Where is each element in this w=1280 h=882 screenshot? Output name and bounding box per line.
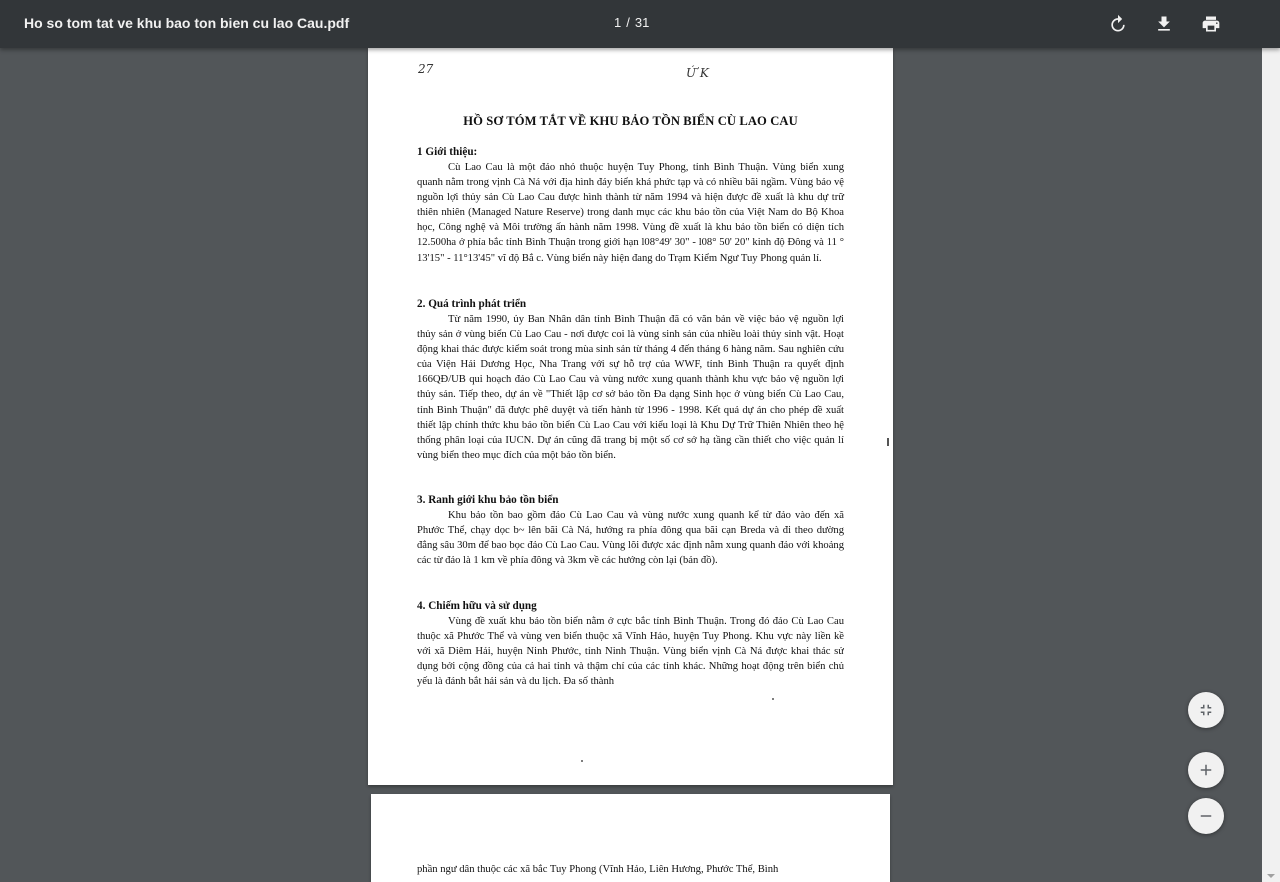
page2-text bbox=[417, 862, 844, 877]
vertical-scrollbar[interactable] bbox=[1262, 0, 1280, 882]
download-icon bbox=[1154, 14, 1174, 34]
section-heading: 3. Ranh giới khu bảo tồn biển bbox=[417, 494, 559, 506]
print-icon bbox=[1201, 14, 1221, 34]
pdf-page-2 bbox=[371, 794, 890, 882]
section-development bbox=[417, 297, 844, 463]
scan-speck bbox=[887, 438, 889, 446]
section-introduction bbox=[417, 145, 844, 266]
document-heading: HỒ SƠ TÓM TẮT VỀ KHU BẢO TỒN BIỂN CÙ LAO CAU bbox=[463, 114, 798, 128]
scan-speck bbox=[772, 698, 774, 700]
section-body: Khu bảo tồn bao gồm đảo Cù Lao Cau và vùng nước xung quanh kể từ đảo vào đến xã Phước Thể, chạy dọc b~ lên bãi Cà Ná, hướng ra phía đông qua bãi cạn Breda và đi theo dường đẳng sâu 30m để bao bọc đảo Cù Lao Cau. Vùng lõi được xác định nằm xung quanh đảo với khoảng các từ đảo là 1 km về phía đông và 3km về các hướng còn lại (bản đồ). bbox=[417, 510, 844, 567]
section-body: Từ năm 1990, ủy Ban Nhân dân tỉnh Bình Thuận đã có văn bản về việc bảo vệ nguồn lợi thủy sản ở vùng biển Cù Lao Cau - nơi được coi là vùng sinh sản của nhiều loài thủy sinh vật. Hoạt động khai thác được kiểm soát trong mùa sinh sản từ tháng 4 đến tháng 6 hàng năm. Sau nghiên cứu của Viện Hải Dương Học, Nha Trang với sự hỗ trợ của WWF, tỉnh Bình Thuận ra quyết định 166QĐ/UB qui hoạch đảo Cù Lao Cau và vùng nước xung quanh thành khu vực bảo vệ nguồn lợi thủy sản. Tiếp theo, dự án về "Thiết lập cơ sở bảo tồn Đa dạng Sinh học ở vùng biển Cù Lao Cau, tỉnh Bình Thuận" đã được phê duyệt và tiến hành từ 1996 - 1998. Kết quả dự án cho phép đề xuất thiết lập chính thức khu bảo tồn biển Cù Lao Cau với kiểu loại là Khu Dự Trữ Thiên Nhiên theo hệ thống phân loại của IUCN. Dự án cũng đã trang bị một số cơ sở hạ tầng cần thiết cho việc quản lí vùng biển theo mục đích của một bảo tồn biển. bbox=[417, 314, 844, 461]
section-heading: 1 Giới thiệu: bbox=[417, 146, 478, 158]
rotate-button[interactable] bbox=[1106, 12, 1130, 36]
fit-page-icon bbox=[1197, 701, 1215, 719]
scan-mark-right: Ứ K bbox=[686, 66, 709, 80]
section-heading: 4. Chiếm hữu và sử dụng bbox=[417, 600, 537, 612]
current-page-number[interactable]: 1 bbox=[614, 15, 622, 30]
total-pages: 31 bbox=[634, 15, 650, 30]
scroll-down-arrow-icon[interactable] bbox=[1267, 874, 1275, 878]
zoom-out-button[interactable] bbox=[1188, 798, 1224, 834]
section-body: Vùng đề xuất khu bảo tồn biển nằm ở cực bắc tỉnh Bình Thuận. Trong đó đảo Cù Lao Cau thuộc xã Phước Thể và vùng ven biển thuộc xã Vĩnh Hảo, huyện Tuy Phong. Khu vực này liền kề với xã Diêm Hải, huyện Ninh Phước, tỉnh Ninh Thuận. Vùng biển vịnh Cà Ná được khai thác sử dụng bởi cộng đồng của cả hai tỉnh và thậm chí của các tỉnh khác. Những hoạt động trên biển chủ yếu là đánh bắt hải sản và du lịch. Đa số thành bbox=[417, 616, 844, 688]
zoom-in-icon bbox=[1197, 761, 1215, 779]
document-title: Ho so tom tat ve khu bao ton bien cu lao Cau.pdf bbox=[24, 15, 350, 31]
download-button[interactable] bbox=[1152, 12, 1176, 36]
pdf-page-1 bbox=[368, 48, 893, 785]
section-body: Cù Lao Cau là một đảo nhỏ thuộc huyện Tuy Phong, tỉnh Bình Thuận. Vùng biển xung quanh nằm trong vịnh Cà Ná với địa hình đáy biển khá phức tạp và có nhiều bãi ngầm. Vùng bảo vệ nguồn lợi thủy sản Cù Lao Cau được hình thành từ năm 1994 và hiện được đề xuất là khu dự trữ thiên nhiên (Managed Nature Reserve) trong danh mục các khu bảo tồn của Việt Nam do Bộ Khoa học, Công nghệ và Môi trường ấn hành năm 1998. Vùng đề xuất là khu bảo tồn biển có diện tích 12.500ha ở phía bắc tỉnh Bình Thuận trong giới hạn l08°49' 30" - l08° 50' 20" kinh độ Đông và 11 ° 13'15" - 11°13'45" vĩ độ Bắ c. Vùng biển này hiện đang do Trạm Kiểm Ngư Tuy Phong quản lí. bbox=[417, 162, 844, 264]
section-boundaries bbox=[417, 493, 844, 568]
section-heading: 2. Quá trình phát triển bbox=[417, 298, 527, 310]
rotate-icon bbox=[1108, 14, 1128, 34]
zoom-in-button[interactable] bbox=[1188, 752, 1224, 788]
page-separator: / bbox=[626, 15, 630, 30]
section-body: phần ngư dân thuộc các xã bắc Tuy Phong (Vĩnh Hảo, Liên Hương, Phước Thể, Bình bbox=[417, 864, 779, 875]
fit-page-button[interactable] bbox=[1188, 692, 1224, 728]
print-button[interactable] bbox=[1199, 12, 1223, 36]
scan-mark-left: 27 bbox=[418, 62, 434, 76]
pdf-toolbar bbox=[0, 0, 1280, 48]
page-indicator bbox=[614, 15, 649, 30]
section-ownership bbox=[417, 599, 844, 689]
pdf-viewport[interactable] bbox=[0, 48, 1262, 882]
zoom-out-icon bbox=[1197, 807, 1215, 825]
scan-speck bbox=[581, 760, 583, 762]
